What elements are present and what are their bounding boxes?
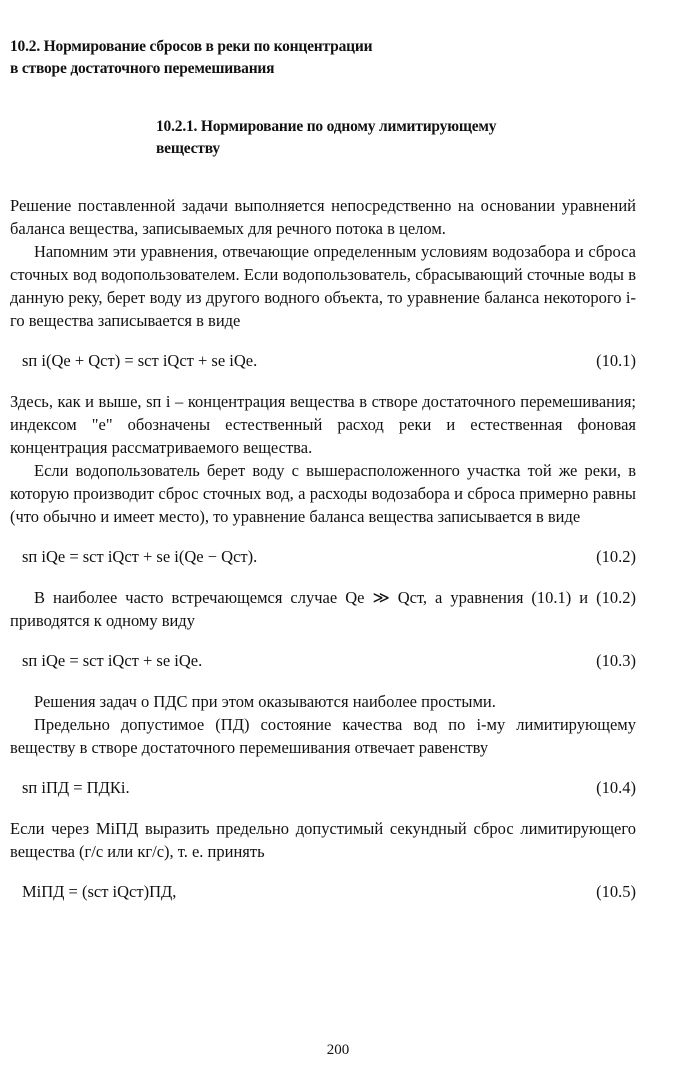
equation-10-3-formula: sп iQе = sст iQст + sе iQе. <box>22 651 203 670</box>
subsection-heading-line1: 10.2.1. Нормирование по одному лимитирующему <box>156 118 497 135</box>
equation-10-1-number: (10.1) <box>596 351 636 370</box>
page-number: 200 <box>326 1042 350 1058</box>
section-heading-line2: в створе достаточного перемешивания <box>10 60 275 77</box>
paragraph-7: Предельно допустимое (ПД) состояние качества вод по i-му лимитирующему веществу в створе достаточного перемешивания отвечает равенству <box>10 715 636 757</box>
paragraph-2: Напомним эти уравнения, отвечающие определенным условиям водозабора и сброса сточных вод водопользователем. Если водопользователь, сбрасывающий сточные воды в данную реку, берет воду из другого водного объекта, то уравнение баланса некоторого i-го вещества записывается в виде <box>10 242 636 330</box>
equation-10-2-formula: sп iQе = sст iQст + sе i(Qе − Qст). <box>22 547 258 566</box>
subsection-heading-line2: веществу <box>156 140 220 157</box>
equation-10-5-formula: MiПД = (sст iQст)ПД, <box>22 882 177 901</box>
paragraph-3: Здесь, как и выше, sп i – концентрация вещества в створе достаточного перемешивания; индексом "е" обозначены естественный расход реки и естественная фоновая концентрация рассматриваемого вещества. <box>10 392 636 457</box>
paragraph-8: Если через MiПД выразить предельно допустимый секундный сброс лимитирующего вещества (г/с или кг/с), т. е. принять <box>10 819 636 861</box>
section-heading <box>10 36 636 80</box>
equation-10-4-number: (10.4) <box>596 778 636 797</box>
equation-10-5 <box>22 877 636 907</box>
subsection-heading <box>156 116 636 160</box>
equation-10-3 <box>22 646 636 676</box>
paragraph-1: Решение поставленной задачи выполняется непосредственно на основании уравнений баланса вещества, записываемых для речного потока в целом. <box>10 196 636 238</box>
equation-10-2 <box>22 542 636 572</box>
paragraph-6: Решения задач о ПДС при этом оказываются наиболее простыми. <box>34 692 496 711</box>
paragraph-5: В наиболее часто встречающемся случае Qе ≫ Qст, а уравнения (10.1) и (10.2) приводятся к одному виду <box>10 588 636 630</box>
equation-10-1-formula: sп i(Qе + Qст) = sст iQст + sе iQе. <box>22 351 258 370</box>
equation-10-4-formula: sп iПД = ПДКi. <box>22 778 130 797</box>
equation-10-2-number: (10.2) <box>596 547 636 566</box>
equation-10-1 <box>22 346 636 376</box>
equation-10-5-number: (10.5) <box>596 882 636 901</box>
paragraph-4: Если водопользователь берет воду с вышерасположенного участка той же реки, в которую производит сброс сточных вод, а расходы водозабора и сброса примерно равны (что обычно и имеет место), то уравнение баланса вещества записывается в виде <box>10 461 636 526</box>
equation-10-4 <box>22 773 636 803</box>
section-heading-line1: 10.2. Нормирование сбросов в реки по концентрации <box>10 38 373 55</box>
equation-10-3-number: (10.3) <box>596 651 636 670</box>
